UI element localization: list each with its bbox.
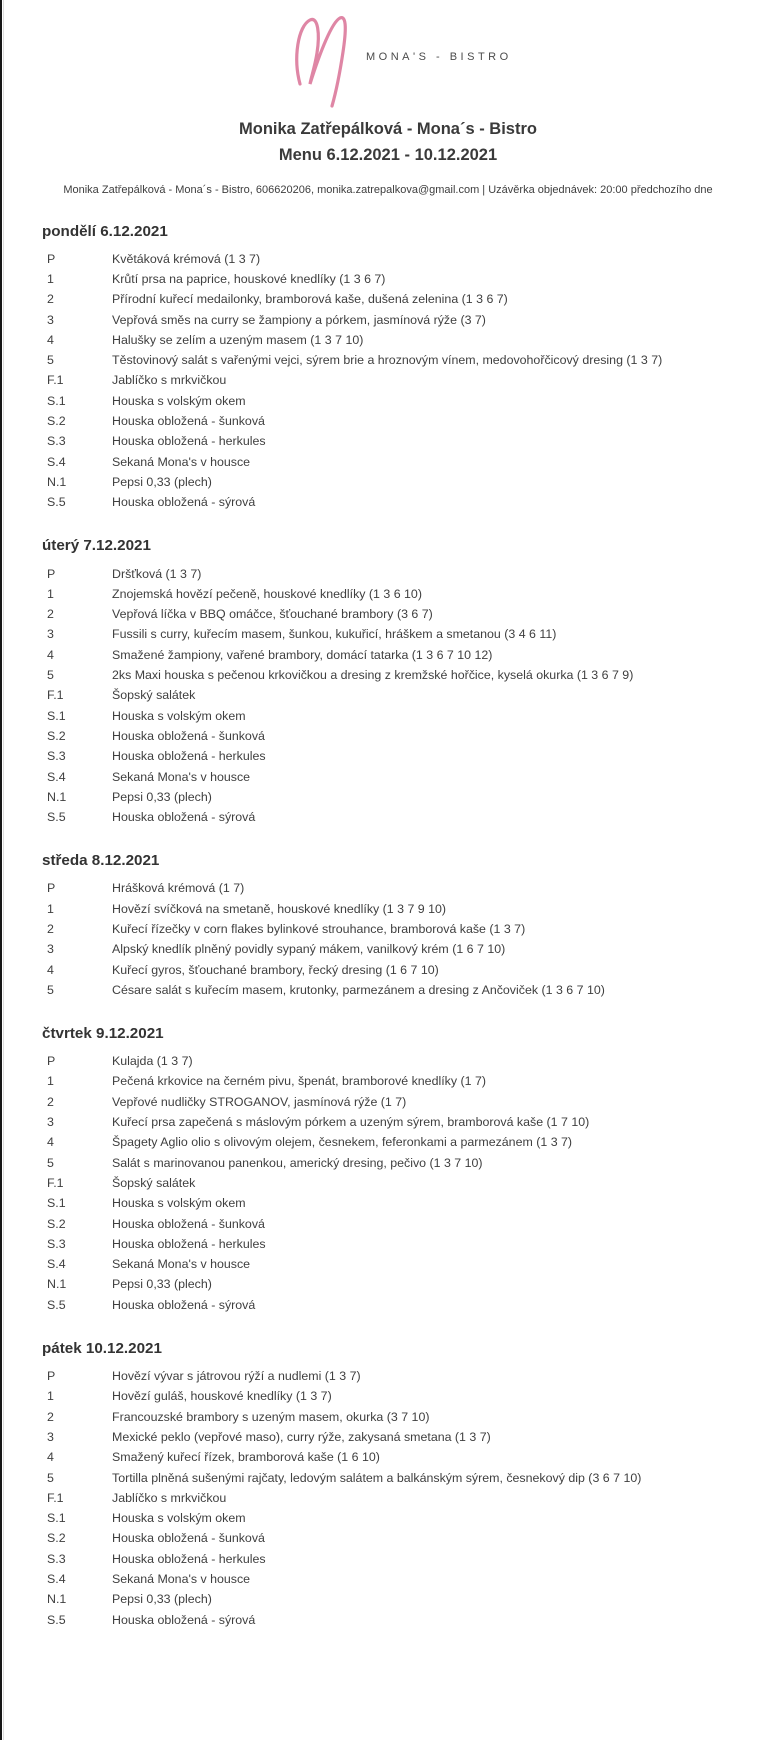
menu-item-code: S.3: [47, 749, 66, 764]
page-title: Monika Zatřepálková - Mona´s - Bistro: [239, 120, 537, 138]
menu-item-name: Vepřová směs na curry se žampiony a pórkem, jasmínová rýže (3 7): [112, 312, 486, 327]
menu-item-code: S.3: [47, 1236, 66, 1251]
menu-item-row: [2, 939, 774, 959]
menu-item-name: Houska obložená - sýrová: [112, 1297, 256, 1312]
menu-item-name: Houska obložená - sýrová: [112, 1612, 256, 1627]
menu-days: [2, 198, 774, 1630]
logo-wordmark: MONA'S - BISTRO: [366, 51, 512, 63]
menu-item-name: Smažený kuřecí řízek, bramborová kaše (1 6 10): [112, 1450, 380, 1465]
menu-item-name: Sekaná Mona's v housce: [112, 1257, 251, 1272]
menu-item-code: P: [47, 881, 56, 896]
menu-item-row: [2, 431, 774, 451]
menu-item-code: 5: [47, 1470, 54, 1485]
menu-item-code: S.5: [47, 1612, 66, 1627]
menu-item-row: [2, 1193, 774, 1213]
menu-item-row: [2, 1173, 774, 1193]
day-section: [2, 1000, 774, 1315]
menu-item-code: 2: [47, 1409, 54, 1424]
menu-item-row: [2, 1427, 774, 1447]
menu-item-code: N.1: [47, 474, 67, 489]
menu-item-code: P: [47, 1054, 56, 1069]
menu-item-name: Houska obložená - herkules: [112, 749, 266, 764]
menu-item-code: F.1: [47, 1490, 64, 1505]
menu-item-code: 3: [47, 312, 54, 327]
day-section: [2, 827, 774, 1000]
menu-item-code: F.1: [47, 373, 64, 388]
menu-item-name: Hovězí guláš, houskové knedlíky (1 3 7): [112, 1389, 332, 1404]
menu-item-row: [2, 1274, 774, 1294]
menu-item-row: [2, 980, 774, 1000]
menu-item-code: 2: [47, 921, 54, 936]
menu-item-row: [2, 472, 774, 492]
menu-item-name: Houska obložená - herkules: [112, 1551, 266, 1566]
menu-item-row: [2, 645, 774, 665]
day-title: úterý 7.12.2021: [42, 537, 151, 555]
menu-item-code: P: [47, 566, 56, 581]
menu-item-row: [2, 584, 774, 604]
menu-item-code: N.1: [47, 789, 67, 804]
menu-item-row: [2, 766, 774, 786]
menu-item-code: 3: [47, 627, 54, 642]
menu-item-row: [2, 411, 774, 431]
menu-item-row: [2, 1386, 774, 1406]
menu-date-range: Menu 6.12.2021 - 10.12.2021: [278, 146, 498, 165]
menu-item-code: 1: [47, 271, 54, 286]
menu-item-row: [2, 492, 774, 512]
menu-item-code: S.5: [47, 810, 66, 825]
menu-item-code: S.2: [47, 1531, 66, 1546]
menu-item-name: Pepsi 0,33 (plech): [112, 789, 212, 804]
menu-item-code: S.1: [47, 1511, 66, 1526]
logo-graphic: [284, 8, 534, 108]
menu-item-row: [2, 350, 774, 370]
menu-item-name: Salát s marinovanou panenkou, americký dresing, pečivo (1 3 7 10): [112, 1155, 483, 1170]
menu-item-name: Květáková krémová (1 3 7): [112, 251, 261, 266]
menu-item-name: Kuřecí řízečky v corn flakes bylinkové strouhance, bramborová kaše (1 3 7): [112, 921, 526, 936]
menu-item-code: 5: [47, 353, 54, 368]
menu-item-row: [2, 1153, 774, 1173]
menu-item-code: S.1: [47, 708, 66, 723]
menu-item-row: [2, 787, 774, 807]
handwritten-M-icon: [297, 18, 345, 106]
menu-item-code: 4: [47, 332, 54, 347]
menu-item-name: Přírodní kuřecí medailonky, bramborová kaše, dušená zelenina (1 3 6 7): [112, 292, 508, 307]
day-section: [2, 1315, 774, 1630]
menu-item-code: 4: [47, 647, 54, 662]
menu-item-row: [2, 249, 774, 269]
menu-item-name: Špagety Aglio olio s olivovým olejem, česnekem, feferonkami a parmezánem (1 3 7): [112, 1135, 573, 1150]
menu-item-name: Halušky se zelím a uzeným masem (1 3 7 10): [112, 332, 364, 347]
menu-item-name: Alpský knedlík plněný povidly sypaný mákem, vanilkový krém (1 6 7 10): [112, 942, 506, 957]
menu-item-row: [2, 1488, 774, 1508]
menu-item-code: 5: [47, 1155, 54, 1170]
menu-item-code: 5: [47, 668, 54, 683]
menu-item-name: Houska obložená - sýrová: [112, 495, 256, 510]
menu-item-name: Vepřová líčka v BBQ omáčce, šťouchané brambory (3 6 7): [112, 607, 433, 622]
menu-item-name: Dršťková (1 3 7): [112, 566, 202, 581]
menu-item-name: Fussili s curry, kuřecím masem, šunkou, kukuřicí, hráškem a smetanou (3 4 6 11): [112, 627, 557, 642]
menu-item-code: F.1: [47, 688, 64, 703]
menu-item-code: 3: [47, 1429, 54, 1444]
menu-item-code: 4: [47, 1450, 54, 1465]
menu-item-row: [2, 1051, 774, 1071]
menu-item-name: Houska obložená - herkules: [112, 434, 266, 449]
menu-item-row: [2, 1508, 774, 1528]
menu-item-row: [2, 452, 774, 472]
menu-item-code: S.3: [47, 434, 66, 449]
menu-item-code: S.5: [47, 1297, 66, 1312]
menu-item-name: Houska s volským okem: [112, 393, 246, 408]
logo: [44, 0, 774, 108]
menu-item-name: Francouzské brambory s uzeným masem, okurka (3 7 10): [112, 1409, 430, 1424]
menu-item-code: 5: [47, 982, 54, 997]
menu-item-name: Hovězí vývar s játrovou rýží a nudlemi (1 3 7): [112, 1369, 361, 1384]
menu-item-row: [2, 289, 774, 309]
menu-item-row: [2, 1549, 774, 1569]
menu-item-row: [2, 624, 774, 644]
menu-item-name: Mexické peklo (vepřové maso), curry rýže, zakysaná smetana (1 3 7): [112, 1429, 491, 1444]
menu-item-name: Hovězí svíčková na smetaně, houskové knedlíky (1 3 7 9 10): [112, 901, 447, 916]
menu-item-row: [2, 1589, 774, 1609]
menu-item-code: 1: [47, 1389, 54, 1404]
menu-item-name: 2ks Maxi houska s pečenou krkovičkou a dresing z kremžské hořčice, kyselá okurka (1 3 6 7 9): [112, 668, 634, 683]
menu-item-row: [2, 309, 774, 329]
day-title: pondělí 6.12.2021: [42, 222, 168, 240]
menu-item-name: Znojemská hovězí pečeně, houskové knedlíky (1 3 6 10): [112, 586, 422, 601]
menu-item-name: Houska s volským okem: [112, 1196, 246, 1211]
menu-item-code: S.2: [47, 1216, 66, 1231]
menu-item-name: Jablíčko s mrkvičkou: [112, 373, 227, 388]
menu-item-name: Houska obložená - sýrová: [112, 810, 256, 825]
menu-item-name: Šopský salátek: [112, 1175, 196, 1190]
menu-item-name: Houska obložená - herkules: [112, 1236, 266, 1251]
menu-item-code: 2: [47, 607, 54, 622]
menu-item-name: Pepsi 0,33 (plech): [112, 1592, 212, 1607]
contact-line: Monika Zatřepálková - Mona´s - Bistro, 606620206, monika.zatrepalkova@gmail.com | Uzávěrka objednávek: 20:00 předchozího dne: [63, 183, 713, 196]
day-section: [2, 512, 774, 827]
menu-item-row: [2, 1213, 774, 1233]
menu-item-code: P: [47, 251, 56, 266]
menu-item-code: S.2: [47, 414, 66, 429]
menu-item-row: [2, 330, 774, 350]
menu-item-code: 3: [47, 942, 54, 957]
menu-item-name: Houska obložená - šunková: [112, 1531, 265, 1546]
menu-item-name: Těstovinový salát s vařenými vejci, sýrem brie a hroznovým vínem, medovohořčicový dresing (1 3 7): [112, 353, 663, 368]
menu-item-name: Vepřové nudličky STROGANOV, jasmínová rýže (1 7): [112, 1094, 407, 1109]
day-title: středa 8.12.2021: [42, 852, 160, 870]
menu-item-name: Houska obložená - šunková: [112, 414, 265, 429]
menu-item-code: 1: [47, 901, 54, 916]
menu-item-code: P: [47, 1369, 56, 1384]
menu-item-code: S.1: [47, 1196, 66, 1211]
menu-item-name: Pepsi 0,33 (plech): [112, 1277, 212, 1292]
menu-item-row: [2, 391, 774, 411]
menu-item-code: S.5: [47, 495, 66, 510]
menu-item-row: [2, 370, 774, 390]
menu-item-name: Kuřecí prsa zapečená s máslovým pórkem a uzeným sýrem, bramborová kaše (1 7 10): [112, 1115, 590, 1130]
day-section: [2, 198, 774, 513]
menu-item-name: Houska s volským okem: [112, 708, 246, 723]
menu-item-code: S.4: [47, 769, 66, 784]
menu-item-row: [2, 1092, 774, 1112]
menu-item-name: Smažené žampiony, vařené brambory, domácí tatarka (1 3 6 7 10 12): [112, 647, 493, 662]
menu-item-code: 1: [47, 1074, 54, 1089]
menu-item-name: Pečená krkovice na černém pivu, špenát, bramborové knedlíky (1 7): [112, 1074, 486, 1089]
menu-item-name: Sekaná Mona's v housce: [112, 769, 251, 784]
menu-item-row: [2, 878, 774, 898]
menu-item-row: [2, 726, 774, 746]
menu-item-row: [2, 746, 774, 766]
menu-item-row: [2, 1071, 774, 1091]
menu-item-row: [2, 1112, 774, 1132]
menu-item-row: [2, 1132, 774, 1152]
menu-item-code: 1: [47, 586, 54, 601]
menu-item-code: S.4: [47, 454, 66, 469]
menu-item-code: F.1: [47, 1175, 64, 1190]
menu-item-code: N.1: [47, 1277, 67, 1292]
menu-item-name: Sekaná Mona's v housce: [112, 1572, 251, 1586]
menu-item-row: [2, 685, 774, 705]
menu-item-name: Kuřecí gyros, šťouchané brambory, řecký dresing (1 6 7 10): [112, 962, 439, 977]
menu-item-row: [2, 899, 774, 919]
menu-item-name: Hrášková krémová (1 7): [112, 881, 245, 896]
menu-item-code: S.3: [47, 1551, 66, 1566]
menu-item-name: Krůtí prsa na paprice, houskové knedlíky (1 3 6 7): [112, 271, 386, 286]
menu-item-row: [2, 604, 774, 624]
day-title: čtvrtek 9.12.2021: [42, 1025, 164, 1043]
menu-item-code: 2: [47, 292, 54, 307]
menu-item-row: [2, 1234, 774, 1254]
menu-item-code: 4: [47, 962, 54, 977]
menu-item-row: [2, 269, 774, 289]
menu-item-code: S.2: [47, 728, 66, 743]
menu-item-code: S.4: [47, 1257, 66, 1272]
menu-item-code: S.4: [47, 1572, 66, 1586]
menu-item-row: [2, 1467, 774, 1487]
menu-item-name: Houska obložená - šunková: [112, 1216, 265, 1231]
menu-item-row: [2, 1528, 774, 1548]
menu-item-row: [2, 959, 774, 979]
menu-item-row: [2, 919, 774, 939]
menu-item-code: 3: [47, 1115, 54, 1130]
menu-item-code: N.1: [47, 1592, 67, 1607]
menu-item-row: [2, 1406, 774, 1426]
menu-item-row: [2, 1569, 774, 1589]
menu-item-row: [2, 563, 774, 583]
menu-item-row: [2, 705, 774, 725]
menu-item-row: [2, 665, 774, 685]
menu-item-code: 4: [47, 1135, 54, 1150]
menu-item-code: S.1: [47, 393, 66, 408]
page-header: [2, 0, 774, 196]
menu-item-name: Tortilla plněná sušenými rajčaty, ledovým salátem a balkánským sýrem, česnekový dip (3 6 7 10): [112, 1470, 642, 1485]
menu-item-row: [2, 1447, 774, 1467]
menu-item-name: Sekaná Mona's v housce: [112, 454, 251, 469]
menu-item-name: Kulajda (1 3 7): [112, 1054, 193, 1069]
menu-item-row: [2, 1295, 774, 1315]
menu-item-name: Pepsi 0,33 (plech): [112, 474, 212, 489]
menu-item-code: 2: [47, 1094, 54, 1109]
day-title: pátek 10.12.2021: [42, 1339, 162, 1357]
menu-item-row: [2, 1366, 774, 1386]
menu-item-row: [2, 1609, 774, 1629]
menu-item-name: Césare salát s kuřecím masem, krutonky, parmezánem a dresing z Ančoviček (1 3 6 7 10): [112, 982, 605, 997]
menu-item-name: Houska obložená - šunková: [112, 728, 265, 743]
menu-item-name: Šopský salátek: [112, 688, 196, 703]
menu-item-row: [2, 1254, 774, 1274]
menu-item-row: [2, 807, 774, 827]
menu-item-name: Jablíčko s mrkvičkou: [112, 1490, 227, 1505]
menu-item-name: Houska s volským okem: [112, 1511, 246, 1526]
